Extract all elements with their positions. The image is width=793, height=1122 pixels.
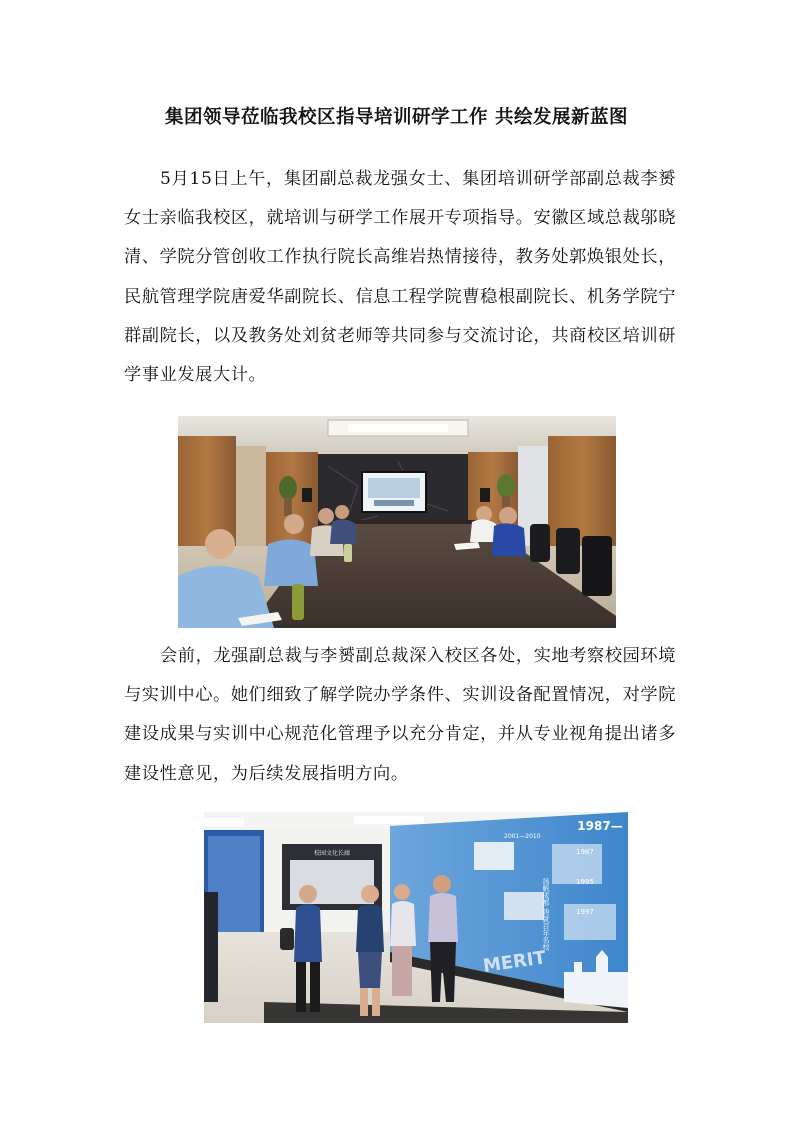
tour-photo <box>204 812 628 1023</box>
wall-year-3: 1997 <box>576 908 594 916</box>
wall-year-1: 1987 <box>576 848 594 856</box>
wall-year-2: 1995 <box>576 878 594 886</box>
article-title: 集团领导莅临我校区指导培训研学工作 共绘发展新蓝图 <box>165 107 628 128</box>
wall-year-top: 1987— <box>577 819 623 833</box>
wall-vertical-text: 扬帆成都 铸就百年名校 <box>542 878 550 951</box>
meeting-photo <box>178 416 616 628</box>
board-caption: 校园文化长廊 <box>313 850 351 857</box>
wall-year-range: 2001—2010 <box>504 833 541 840</box>
paragraph-1: 5月15日上午，集团副总裁龙强女士、集团培训研学部副总裁李赟女士亲临我校区，就培训与研学工作展开专项指导。安徽区域总裁邬晓清、学院分管创收工作执行院长高维岩热情接待，教务处郭焕银处长，民航管理学院唐爱华副院长、信息工程学院曹稳根副院长、机务学院宁群副院长，以及教务处刘贫老师等共同参与交流讨论，共商校区培训研学事业发展大计。 <box>124 169 676 386</box>
paragraph-2: 会前，龙强副总裁与李赟副总裁深入校区各处，实地考察校园环境与实训中心。她们细致了解学院办学条件、实训设备配置情况，对学院建设成果与实训中心规范化管理予以充分肯定，并从专业视角提出诸多建设性意见，为后续发展指明方向。 <box>124 646 676 784</box>
wall-word: MERIT <box>481 947 548 977</box>
